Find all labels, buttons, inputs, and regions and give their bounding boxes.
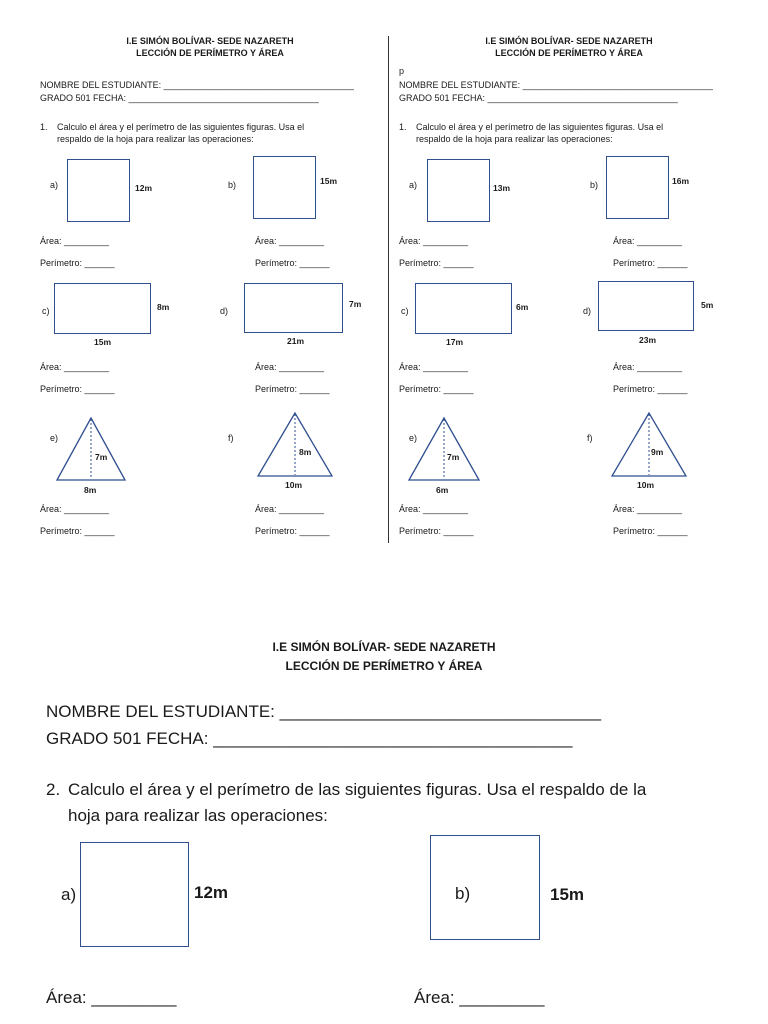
figure-tag-d: d) <box>220 306 229 316</box>
square-a-side-label: 13m <box>493 183 511 193</box>
triangle-e <box>407 416 481 482</box>
triangle-f-base-label: 10m <box>285 480 303 490</box>
zoomed-student-name-line: NOMBRE DEL ESTUDIANTE: __________________________________ <box>46 702 602 721</box>
rectangle-c-height-label: 6m <box>516 302 529 312</box>
rectangle-d-height-label: 7m <box>349 299 362 309</box>
instruction-line-2: respaldo de la hoja para realizar las operaciones: <box>57 134 254 144</box>
square-b-side-label: 16m <box>672 176 690 186</box>
zoomed-instruction-line-2: hoja para realizar las operaciones: <box>68 806 328 825</box>
lesson-title: LECCIÓN DE PERÍMETRO Y ÁREA <box>136 48 284 58</box>
triangle-e-base-label: 8m <box>84 485 97 495</box>
perimeter-label-d: Perímetro: ______ <box>613 384 688 394</box>
rectangle-d-base-label: 23m <box>639 335 657 345</box>
zoomed-figure-tag-a: a) <box>61 885 77 904</box>
grade-date-line: GRADO 501 FECHA: ______________________________________ <box>40 93 319 103</box>
area-label-b: Área: _________ <box>255 236 325 246</box>
zoomed-area-label-b: Área: _________ <box>414 988 545 1007</box>
area-label-d: Área: _________ <box>613 362 683 372</box>
area-label-f: Área: _________ <box>255 504 325 514</box>
zoomed-lesson-title: LECCIÓN DE PERÍMETRO Y ÁREA <box>285 659 483 673</box>
instruction-number: 1. <box>399 122 407 132</box>
zoomed-square-a-side-label: 12m <box>194 883 229 902</box>
school-title: I.E SIMÓN BOLÍVAR- SEDE NAZARETH <box>485 36 653 46</box>
perimeter-label-d: Perímetro: ______ <box>255 384 330 394</box>
zoomed-square-b <box>430 835 540 940</box>
rectangle-d-base-label: 21m <box>287 336 305 346</box>
square-b <box>253 156 316 219</box>
school-title: I.E SIMÓN BOLÍVAR- SEDE NAZARETH <box>126 36 294 46</box>
zoomed-square-b-side-label: 15m <box>550 885 585 904</box>
rectangle-c-base-label: 15m <box>94 337 112 347</box>
figure-tag-a: a) <box>409 180 418 190</box>
figure-tag-b: b) <box>590 180 599 190</box>
square-b-side-label: 15m <box>320 176 338 186</box>
square-b <box>606 156 669 219</box>
perimeter-label-f: Perímetro: ______ <box>255 526 330 536</box>
rectangle-d <box>598 281 694 331</box>
figure-tag-b: b) <box>228 180 237 190</box>
figure-tag-e: e) <box>50 433 59 443</box>
area-label-c: Área: _________ <box>399 362 469 372</box>
area-label-f: Área: _________ <box>613 504 683 514</box>
zoomed-instruction-number: 2. <box>46 780 61 799</box>
perimeter-label-b: Perímetro: ______ <box>613 258 688 268</box>
perimeter-label-b: Perímetro: ______ <box>255 258 330 268</box>
zoomed-school-title: I.E SIMÓN BOLÍVAR- SEDE NAZARETH <box>272 640 496 654</box>
area-label-a: Área: _________ <box>399 236 469 246</box>
rectangle-c-base-label: 17m <box>446 337 464 347</box>
area-label-d: Área: _________ <box>255 362 325 372</box>
perimeter-label-e: Perímetro: ______ <box>40 526 115 536</box>
rectangle-d <box>244 283 343 333</box>
triangle-f-base-label: 10m <box>637 480 655 490</box>
area-label-a: Área: _________ <box>40 236 110 246</box>
square-a-side-label: 12m <box>135 183 153 193</box>
perimeter-label-e: Perímetro: ______ <box>399 526 474 536</box>
zoomed-grade-date-line: GRADO 501 FECHA: ______________________________________ <box>46 729 573 748</box>
rectangle-c <box>54 283 151 334</box>
triangle-e-base-label: 6m <box>436 485 449 495</box>
zoomed-square-a <box>80 842 189 947</box>
perimeter-label-a: Perímetro: ______ <box>40 258 115 268</box>
zoomed-figure-tag-b: b) <box>455 884 471 903</box>
triangle-f <box>256 411 334 478</box>
instruction-line-2: respaldo de la hoja para realizar las operaciones: <box>416 134 613 144</box>
stray-mark: p <box>399 66 405 76</box>
figure-tag-e: e) <box>409 433 418 443</box>
triangle-e <box>55 416 127 482</box>
area-label-b: Área: _________ <box>613 236 683 246</box>
instruction-number: 1. <box>40 122 48 132</box>
figure-tag-c: c) <box>401 306 409 316</box>
triangle-e-height-label: 7m <box>95 452 108 462</box>
area-label-c: Área: _________ <box>40 362 110 372</box>
triangle-f <box>610 411 688 478</box>
perimeter-label-c: Perímetro: ______ <box>399 384 474 394</box>
square-a <box>67 159 130 222</box>
grade-date-line: GRADO 501 FECHA: ______________________________________ <box>399 93 678 103</box>
rectangle-c <box>415 283 512 334</box>
triangle-f-height-label: 8m <box>299 447 312 457</box>
square-a <box>427 159 490 222</box>
perimeter-label-a: Perímetro: ______ <box>399 258 474 268</box>
worksheet-right <box>359 0 729 560</box>
figure-tag-f: f) <box>587 433 593 443</box>
triangle-e-height-label: 7m <box>447 452 460 462</box>
lesson-title: LECCIÓN DE PERÍMETRO Y ÁREA <box>495 48 643 58</box>
figure-tag-d: d) <box>583 306 592 316</box>
figure-tag-a: a) <box>50 180 59 190</box>
student-name-line: NOMBRE DEL ESTUDIANTE: ______________________________________ <box>40 80 354 90</box>
perimeter-label-f: Perímetro: ______ <box>613 526 688 536</box>
area-label-e: Área: _________ <box>399 504 469 514</box>
figure-tag-c: c) <box>42 306 50 316</box>
perimeter-label-c: Perímetro: ______ <box>40 384 115 394</box>
instruction-line-1: Calculo el área y el perímetro de las siguientes figuras. Usa el <box>416 122 664 132</box>
zoomed-area-label-a: Área: _________ <box>46 988 177 1007</box>
figure-tag-f: f) <box>228 433 234 443</box>
worksheet-left <box>0 0 370 560</box>
instruction-line-1: Calculo el área y el perímetro de las siguientes figuras. Usa el <box>57 122 305 132</box>
student-name-line: NOMBRE DEL ESTUDIANTE: ______________________________________ <box>399 80 713 90</box>
triangle-f-height-label: 9m <box>651 447 664 457</box>
zoomed-instruction-line-1: Calculo el área y el perímetro de las siguientes figuras. Usa el respaldo de la <box>68 780 647 799</box>
rectangle-c-height-label: 8m <box>157 302 170 312</box>
area-label-e: Área: _________ <box>40 504 110 514</box>
rectangle-d-height-label: 5m <box>701 300 714 310</box>
